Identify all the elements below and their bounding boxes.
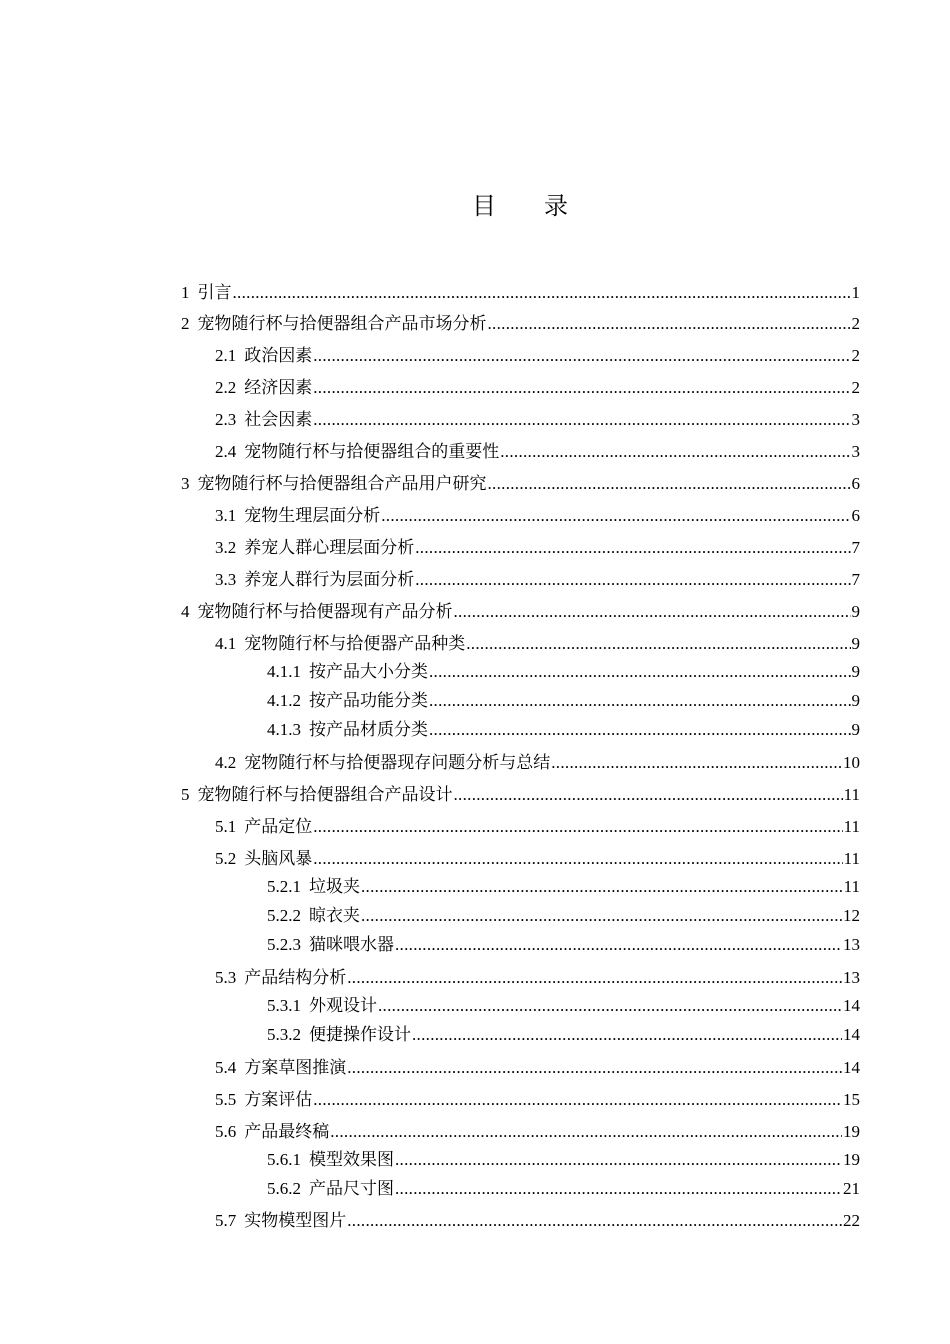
- toc-entry-page: 7: [851, 570, 860, 589]
- toc-entry-number: 3.3: [215, 570, 237, 589]
- dot-leader: [551, 752, 842, 774]
- toc-entry-page: 11: [843, 785, 860, 804]
- toc-entry-number: 2.1: [215, 346, 237, 365]
- toc-entry[interactable]: [181, 1089, 860, 1111]
- dot-leader: [313, 409, 850, 431]
- toc-entry-label: 产品结构分析: [244, 968, 347, 987]
- toc-entry-number: 3.1: [215, 506, 237, 525]
- toc-entry[interactable]: [181, 282, 860, 304]
- toc-entry-label: 晾衣夹: [309, 906, 360, 925]
- toc-entry-label: 宠物随行杯与拾便器产品种类: [244, 634, 466, 653]
- toc-entry-page: 22: [843, 1211, 860, 1230]
- toc-entry-number: 2.4: [215, 442, 237, 461]
- toc-entry[interactable]: [181, 473, 860, 495]
- toc-entry[interactable]: [181, 690, 860, 712]
- toc-entry[interactable]: [181, 816, 860, 838]
- toc-entry-number: 5.3: [215, 968, 237, 987]
- dot-leader: [361, 905, 842, 927]
- toc-entry-number: 5.2: [215, 849, 237, 868]
- toc-entry-number: 4: [181, 602, 190, 621]
- toc-entry[interactable]: [181, 409, 860, 431]
- toc-entry[interactable]: [181, 752, 860, 774]
- dot-leader: [395, 1149, 842, 1171]
- toc-entry-label: 政治因素: [244, 346, 313, 365]
- toc-entry-page: 19: [843, 1122, 860, 1141]
- toc-entry-page: 10: [843, 753, 860, 772]
- toc-entry-label: 猫咪喂水器: [309, 935, 394, 954]
- toc-entry-page: 14: [843, 1058, 860, 1077]
- dot-leader: [395, 934, 842, 956]
- toc-entry-page: 11: [843, 877, 860, 896]
- toc-entry-number: 5.7: [215, 1211, 237, 1230]
- toc-entry[interactable]: [181, 661, 860, 683]
- toc-entry-label: 按产品功能分类: [309, 691, 428, 710]
- toc-entry[interactable]: [181, 1121, 860, 1143]
- toc-entry-number: 2.2: [215, 378, 237, 397]
- toc-entry[interactable]: [181, 345, 860, 367]
- toc-entry-label: 宠物随行杯与拾便器现有产品分析: [197, 602, 453, 621]
- dot-leader: [454, 601, 851, 623]
- toc-entry-number: 4.1.2: [267, 691, 301, 710]
- toc-entry-label: 垃圾夹: [309, 877, 360, 896]
- dot-leader: [347, 1057, 842, 1079]
- toc-entry[interactable]: [181, 1178, 860, 1200]
- toc-entry-label: 宠物随行杯与拾便器组合产品设计: [197, 785, 453, 804]
- dot-leader: [488, 313, 851, 335]
- toc-entry-label: 实物模型图片: [244, 1211, 347, 1230]
- toc-entry-number: 5: [181, 785, 190, 804]
- toc-entry[interactable]: [181, 1057, 860, 1079]
- toc-entry-number: 5.4: [215, 1058, 237, 1077]
- toc-entry[interactable]: [181, 848, 860, 870]
- title-char-1: 目: [472, 192, 496, 220]
- toc-entry-number: 5.2.1: [267, 877, 301, 896]
- toc-entry-number: 2.3: [215, 410, 237, 429]
- toc-entry-page: 13: [843, 935, 860, 954]
- dot-leader: [233, 282, 851, 304]
- toc-entry-label: 宠物随行杯与拾便器组合的重要性: [244, 442, 500, 461]
- toc-entry-label: 头脑风暴: [244, 849, 313, 868]
- toc-entry-number: 1: [181, 283, 190, 302]
- toc-entry-number: 5.1: [215, 817, 237, 836]
- toc-entry-number: 5.2.2: [267, 906, 301, 925]
- dot-leader: [313, 345, 850, 367]
- dot-leader: [415, 537, 850, 559]
- toc-entry[interactable]: [181, 441, 860, 463]
- toc-entry-label: 产品最终稿: [244, 1122, 330, 1141]
- toc-entry[interactable]: [181, 934, 860, 956]
- toc-entry[interactable]: [181, 876, 860, 898]
- toc-entry-page: 19: [843, 1150, 860, 1169]
- toc-entry[interactable]: [181, 784, 860, 806]
- toc-entry-page: 3: [851, 410, 860, 429]
- toc-entry-page: 6: [851, 474, 860, 493]
- toc-entry-number: 5.3.2: [267, 1025, 301, 1044]
- toc-entry-number: 4.2: [215, 753, 237, 772]
- toc-entry-label: 引言: [197, 283, 232, 302]
- toc-entry-page: 2: [851, 346, 860, 365]
- dot-leader: [313, 1089, 842, 1111]
- toc-entry-label: 养宠人群心理层面分析: [244, 538, 415, 557]
- dot-leader: [395, 1178, 842, 1200]
- dot-leader: [488, 473, 851, 495]
- toc-entry-page: 6: [851, 506, 860, 525]
- toc-entry[interactable]: [181, 569, 860, 591]
- toc-entry-label: 模型效果图: [309, 1150, 394, 1169]
- dot-leader: [466, 633, 850, 655]
- toc-entry-page: 13: [843, 968, 860, 987]
- toc-entry-page: 9: [851, 691, 860, 710]
- toc-entry-number: 5.2.3: [267, 935, 301, 954]
- dot-leader: [313, 848, 842, 870]
- toc-entry-page: 21: [843, 1179, 860, 1198]
- dot-leader: [381, 505, 850, 527]
- toc-entry-page: 14: [843, 996, 860, 1015]
- toc-entry-number: 3.2: [215, 538, 237, 557]
- toc-entry-page: 11: [843, 817, 860, 836]
- toc-entry-label: 养宠人群行为层面分析: [244, 570, 415, 589]
- toc-entry-label: 社会因素: [244, 410, 313, 429]
- toc-entry-page: 9: [851, 662, 860, 681]
- toc-entry[interactable]: [181, 905, 860, 927]
- toc-entry-label: 按产品材质分类: [309, 720, 428, 739]
- toc-entry[interactable]: [181, 1149, 860, 1171]
- toc-entry-label: 宠物随行杯与拾便器现存问题分析与总结: [244, 753, 551, 772]
- toc-entry-number: 4.1: [215, 634, 237, 653]
- toc-entry-page: 14: [843, 1025, 860, 1044]
- toc-entry-number: 5.5: [215, 1090, 237, 1109]
- toc-entry-label: 按产品大小分类: [309, 662, 428, 681]
- toc-entry-number: 5.6.1: [267, 1150, 301, 1169]
- dot-leader: [415, 569, 850, 591]
- page-title: [0, 186, 950, 221]
- toc-entry-page: 2: [851, 378, 860, 397]
- dot-leader: [347, 1210, 842, 1232]
- toc-entry-page: 15: [843, 1090, 860, 1109]
- toc-entry[interactable]: [181, 313, 860, 335]
- dot-leader: [313, 816, 842, 838]
- dot-leader: [378, 995, 842, 1017]
- dot-leader: [361, 876, 843, 898]
- toc-entry[interactable]: [181, 633, 860, 655]
- dot-leader: [429, 661, 851, 683]
- toc-entry-number: 5.6.2: [267, 1179, 301, 1198]
- toc-entry-label: 产品定位: [244, 817, 313, 836]
- toc-entry-label: 经济因素: [244, 378, 313, 397]
- toc-entry-page: 7: [851, 538, 860, 557]
- toc-entry-label: 宠物随行杯与拾便器组合产品用户研究: [197, 474, 487, 493]
- toc-entry-label: 宠物随行杯与拾便器组合产品市场分析: [197, 314, 487, 333]
- toc-entry-label: 方案草图推演: [244, 1058, 347, 1077]
- toc-entry-page: 11: [843, 849, 860, 868]
- dot-leader: [412, 1024, 842, 1046]
- toc-entry[interactable]: [181, 967, 860, 989]
- toc-entry-label: 宠物生理层面分析: [244, 506, 381, 525]
- toc-entry-number: 3: [181, 474, 190, 493]
- toc-entry[interactable]: [181, 1210, 860, 1232]
- dot-leader: [429, 719, 851, 741]
- toc-entry-page: 9: [851, 602, 860, 621]
- dot-leader: [347, 967, 842, 989]
- toc-entry-page: 2: [851, 314, 860, 333]
- toc-entry[interactable]: [181, 1024, 860, 1046]
- title-char-2: 录: [544, 192, 568, 220]
- dot-leader: [500, 441, 850, 463]
- toc-entry-number: 5.6: [215, 1122, 237, 1141]
- toc-entry-label: 便捷操作设计: [309, 1025, 411, 1044]
- toc-entry[interactable]: [181, 601, 860, 623]
- toc-entry-label: 外观设计: [309, 996, 377, 1015]
- toc-entry[interactable]: [181, 505, 860, 527]
- toc-entry-page: 1: [851, 283, 860, 302]
- toc-entry[interactable]: [181, 377, 860, 399]
- dot-leader: [454, 784, 843, 806]
- toc-entry-page: 9: [851, 720, 860, 739]
- toc-entry-number: 4.1.1: [267, 662, 301, 681]
- toc-entry-number: 4.1.3: [267, 720, 301, 739]
- dot-leader: [429, 690, 851, 712]
- toc-entry[interactable]: [181, 537, 860, 559]
- toc-entry[interactable]: [181, 719, 860, 741]
- toc-entry-page: 3: [851, 442, 860, 461]
- toc-entry-number: 5.3.1: [267, 996, 301, 1015]
- toc-entry-page: 12: [843, 906, 860, 925]
- dot-leader: [330, 1121, 842, 1143]
- toc-entry-number: 2: [181, 314, 190, 333]
- dot-leader: [313, 377, 850, 399]
- toc-entry-page: 9: [851, 634, 860, 653]
- toc-entry-label: 方案评估: [244, 1090, 313, 1109]
- toc-entry[interactable]: [181, 995, 860, 1017]
- toc-entry-label: 产品尺寸图: [309, 1179, 394, 1198]
